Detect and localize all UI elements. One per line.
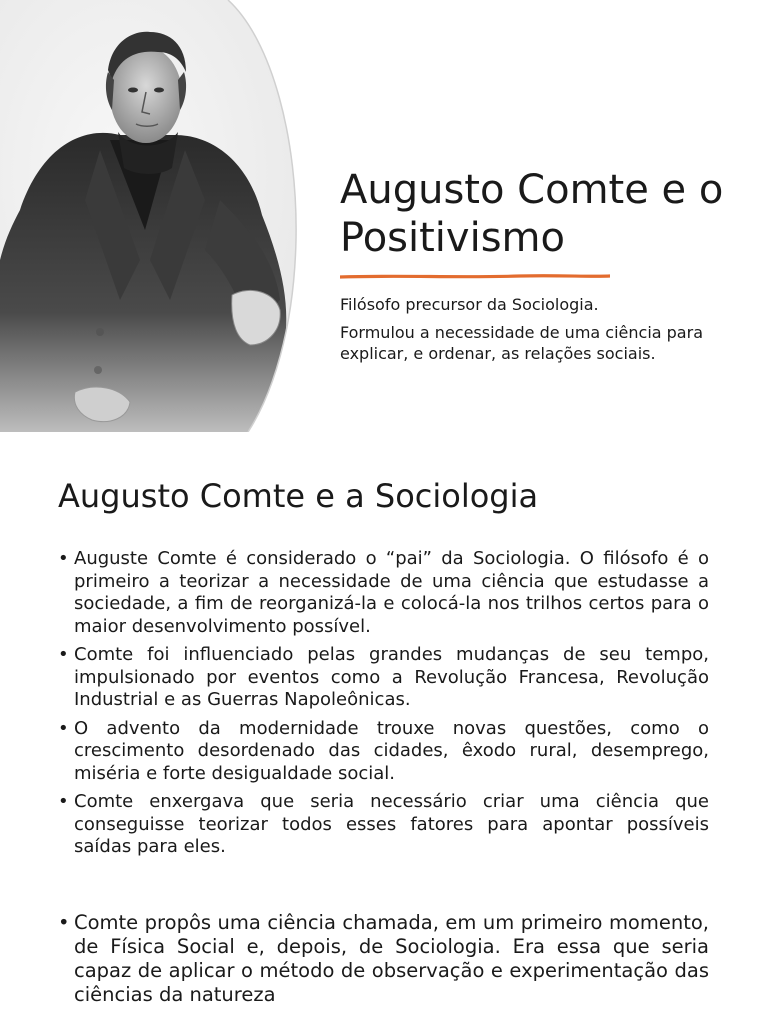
bullet-text: Comte propôs uma ciência chamada, em um primeiro momento, de Física Social e, depois, de Sociologia. Era essa que seria capaz de aplicar o método de observação e experimentação das ciências da natureza (74, 910, 709, 1006)
subtitle-line-1: Filósofo precursor da Sociologia. (340, 295, 599, 314)
bullet-icon: • (58, 644, 69, 665)
slide-title: Augusto Comte e o Positivismo (340, 167, 724, 261)
list-item (58, 644, 709, 712)
bullet-text: Auguste Comte é considerado o “pai” da Sociologia. O filósofo é o primeiro a teorizar a necessidade de uma ciência que estudasse a sociedade, a fim de reorganizá-la e colocá-la nos trilhos certos para o maior desenvolvimento possível. (74, 548, 709, 637)
bullet-text: Comte enxergava que seria necessário criar uma ciência que conseguisse teorizar todos esses fatores para apontar possíveis saídas para eles. (74, 791, 709, 857)
portrait-engraving-icon (0, 0, 300, 432)
bullet-text: Comte foi influenciado pelas grandes mudanças de seu tempo, impulsionado por eventos como a Revolução Francesa, Revolução Industrial e as Guerras Napoleônicas. (74, 644, 709, 710)
content-slide (0, 440, 768, 1024)
list-item (58, 911, 709, 1007)
bullet-list (58, 548, 709, 1013)
list-item (58, 718, 709, 786)
bullet-icon: • (58, 548, 69, 569)
bullet-text: O advento da modernidade trouxe novas questões, como o crescimento desordenado das cidades, êxodo rural, desemprego, miséria e forte desigualdade social. (74, 717, 709, 784)
bullet-icon: • (58, 717, 69, 739)
bullet-icon: • (58, 910, 70, 934)
list-item (58, 548, 709, 638)
slide-heading: Augusto Comte e a Sociologia (58, 477, 539, 515)
title-slide (0, 0, 768, 432)
subtitle-line-2: Formulou a necessidade de uma ciência para explicar, e ordenar, as relações sociais. (340, 323, 703, 363)
bullet-icon: • (58, 791, 69, 812)
accent-underline (340, 274, 610, 279)
list-item (58, 791, 709, 859)
